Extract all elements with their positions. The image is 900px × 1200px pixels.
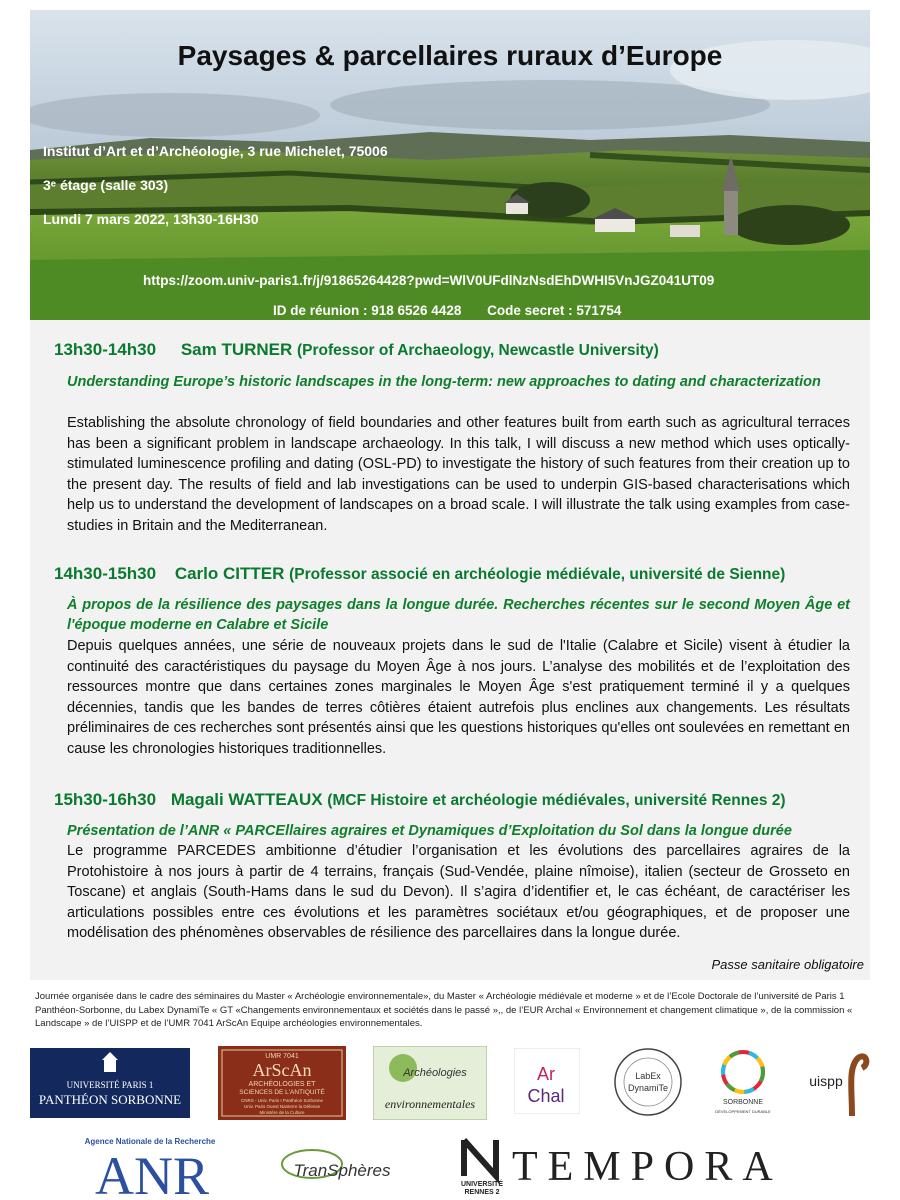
svg-text:RENNES 2: RENNES 2 xyxy=(464,1189,500,1196)
meeting-info xyxy=(273,303,621,318)
talk-affiliation: (Professor of Archaeology, Newcastle University) xyxy=(297,342,659,359)
venue-floor: 3ᵉ étage (salle 303) xyxy=(43,177,169,193)
svg-text:Ar: Ar xyxy=(537,1064,555,1084)
svg-text:CNRS - Univ. Paris I Panthéon: CNRS - Univ. Paris I Panthéon Sorbonne xyxy=(241,1098,323,1103)
page-title: Paysages & parcellaires ruraux d’Europe xyxy=(177,40,723,71)
svg-text:Univ. Paris Ouest Nanterre la: Univ. Paris Ouest Nanterre la Défense xyxy=(243,1104,321,1109)
talk-speaker: Magali WATTEAUX xyxy=(170,790,323,809)
labex-dynamite-logo xyxy=(610,1046,686,1118)
talk-affiliation: (MCF Histoire et archéologie médiévales, université Rennes 2) xyxy=(327,792,786,809)
talk-header xyxy=(54,340,659,360)
talk-title: Understanding Europe’s historic landscapes in the long-term: new approaches to dating and characterization xyxy=(67,374,821,390)
header-banner xyxy=(30,10,870,320)
svg-text:ArScAn: ArScAn xyxy=(252,1060,312,1080)
svg-text:PANTHÉON SORBONNE: PANTHÉON SORBONNE xyxy=(38,1092,182,1107)
meeting-id: ID de réunion : 918 6526 4428 xyxy=(273,303,462,318)
talk-time: 14h30-15h30 xyxy=(54,564,157,583)
talk-title: À propos de la résilience des paysages dans la longue durée. Recherches récentes sur le second Moyen Âge et l'époque moderne en Calabre et Sicile xyxy=(67,597,850,633)
svg-text:Archéologies: Archéologies xyxy=(403,1067,467,1079)
svg-text:Chal: Chal xyxy=(527,1086,565,1106)
svg-text:LabEx: LabEx xyxy=(635,1071,661,1081)
footnote: Journée organisée dans le cadre des séminaires du Master « Archéologie environnementale», du Master « Archéologie médiévale et moderne » et de l’Ecole Doctorale de l’université de Paris 1 Panthéon-Sorbonne, du Labex DynamiTe « GT «Changements environnementaux et sociétés dans le passé »,, de l’EUR Archal « Environnement et changement climatique », de la commission « Landscape » de l’UISPP et de l’UMR 7041 ArScAn Equipe archéologies environnementales. xyxy=(35,991,853,1029)
svg-text:uispp: uispp xyxy=(809,1073,843,1089)
talk-speaker: Sam TURNER xyxy=(180,340,293,359)
svg-text:SCIENCES DE L'ANTIQUITÉ: SCIENCES DE L'ANTIQUITÉ xyxy=(239,1089,325,1096)
talk-abstract: Le programme PARCEDES ambitionne d’étudier l’organisation et les évolutions des parcellaires agraires de la Protohistoire à nos jours à partir de 4 terrains, français (Sud-Vendée, plaine nîmoise), italien (secteur de Grosseto en Toscane) et anglais (South-Hams dans le sud du Devon). Il s’agira d’identifier et, le cas échéant, de caractériser les articulations possibles entre ces évolutions et les paramètres sociétaux et/ou géographiques, et de proposer une modélisation des phénomènes observables de résilience des parcellaires dans la longue durée. xyxy=(67,843,850,941)
svg-text:UNIVERSITÉ PARIS 1: UNIVERSITÉ PARIS 1 xyxy=(66,1080,154,1090)
svg-text:UMR 7041: UMR 7041 xyxy=(265,1053,299,1060)
talk-abstract: Depuis quelques années, une série de nouveaux projets dans le sud de l'Italie (Calabre et Sicile) visent à étudier la continuité des caractéristiques du paysage du Moyen Âge à nos jours. L’analyse des mobilités et de l’exploitation des ressources montre que dans certaines zones marginales le Moyen Âge s'est pratiquement terminé il y a quelques décennies, tandis que les bandes de terres côtières étaient autrefois plus enclines aux changements. Les résultats préliminaires de ces recherches sont présentés ainsi que les questions historiques qu'elles ont soulevées en remettant en cause les chronologies historiques traditionnelles. xyxy=(67,638,850,757)
talk-header xyxy=(54,790,786,810)
paris1-logo xyxy=(30,1048,190,1118)
talk-time: 15h30-16h30 xyxy=(54,790,157,809)
svg-text:UNIVERSITÉ: UNIVERSITÉ xyxy=(460,1181,504,1188)
secret-code: Code secret : 571754 xyxy=(487,303,622,318)
talk-time: 13h30-14h30 xyxy=(54,340,157,359)
svg-text:environnementales: environnementales xyxy=(384,1097,476,1111)
program-section xyxy=(30,320,870,980)
svg-text:TranSphères: TranSphères xyxy=(293,1161,391,1180)
talk-title: Présentation de l’ANR « PARCEllaires agraires et Dynamiques d’Exploitation du Sol dans la longue durée xyxy=(67,823,792,839)
svg-text:ANR: ANR xyxy=(94,1146,210,1198)
venue-address: Institut d’Art et d’Archéologie, 3 rue Michelet, 75006 xyxy=(43,143,388,159)
sorbonne-dd-logo xyxy=(712,1046,774,1122)
health-pass-notice: Passe sanitaire obligatoire xyxy=(711,957,864,972)
talk-speaker: Carlo CITTER xyxy=(174,564,285,583)
anr-logo xyxy=(80,1132,230,1198)
transpheres-logo xyxy=(272,1136,410,1192)
svg-text:TEMPORA: TEMPORA xyxy=(512,1144,783,1190)
talk-abstract: Establishing the absolute chronology of field boundaries and other features built from earth such as agricultural terraces has been a significant problem in landscape archaeology. In this talk, I will discuss a new method which uses optically-stimulated luminescence profiling and dating (OSL-PD) to investigate the history of such features from their creation up to the present day. The results of field and lab investigations can be used to underpin GIS-based characterisations which help us to understand the development of landscapes on a broad scale. I will illustrate the talk using examples from case-studies in Britain and the Mediterranean. xyxy=(67,415,850,534)
arscan-logo xyxy=(218,1046,346,1120)
svg-text:DÉVELOPPEMENT DURABLE: DÉVELOPPEMENT DURABLE xyxy=(715,1109,771,1114)
talk-affiliation: (Professor associé en archéologie médiévale, université de Sienne) xyxy=(289,566,786,583)
svg-text:Ministère de la Culture: Ministère de la Culture xyxy=(259,1110,305,1115)
svg-text:Agence Nationale de la Recherc: Agence Nationale de la Recherche xyxy=(84,1137,216,1146)
uispp-logo xyxy=(800,1048,872,1120)
archeologies-environnementales-logo xyxy=(373,1046,487,1120)
talk-header xyxy=(54,564,785,584)
zoom-link[interactable]: https://zoom.univ-paris1.fr/j/91865264428?pwd=WlV0UFdlNzNsdEhDWHI5VnJGZ041UT09 xyxy=(143,273,715,288)
event-date: Lundi 7 mars 2022, 13h30-16H30 xyxy=(43,211,259,227)
rennes2-tempora-logo xyxy=(460,1136,820,1196)
svg-text:SORBONNE: SORBONNE xyxy=(722,1099,764,1106)
svg-text:ARCHÉOLOGIES ET: ARCHÉOLOGIES ET xyxy=(248,1081,316,1088)
archal-logo xyxy=(514,1048,580,1114)
svg-text:DynamiTe: DynamiTe xyxy=(627,1083,669,1093)
